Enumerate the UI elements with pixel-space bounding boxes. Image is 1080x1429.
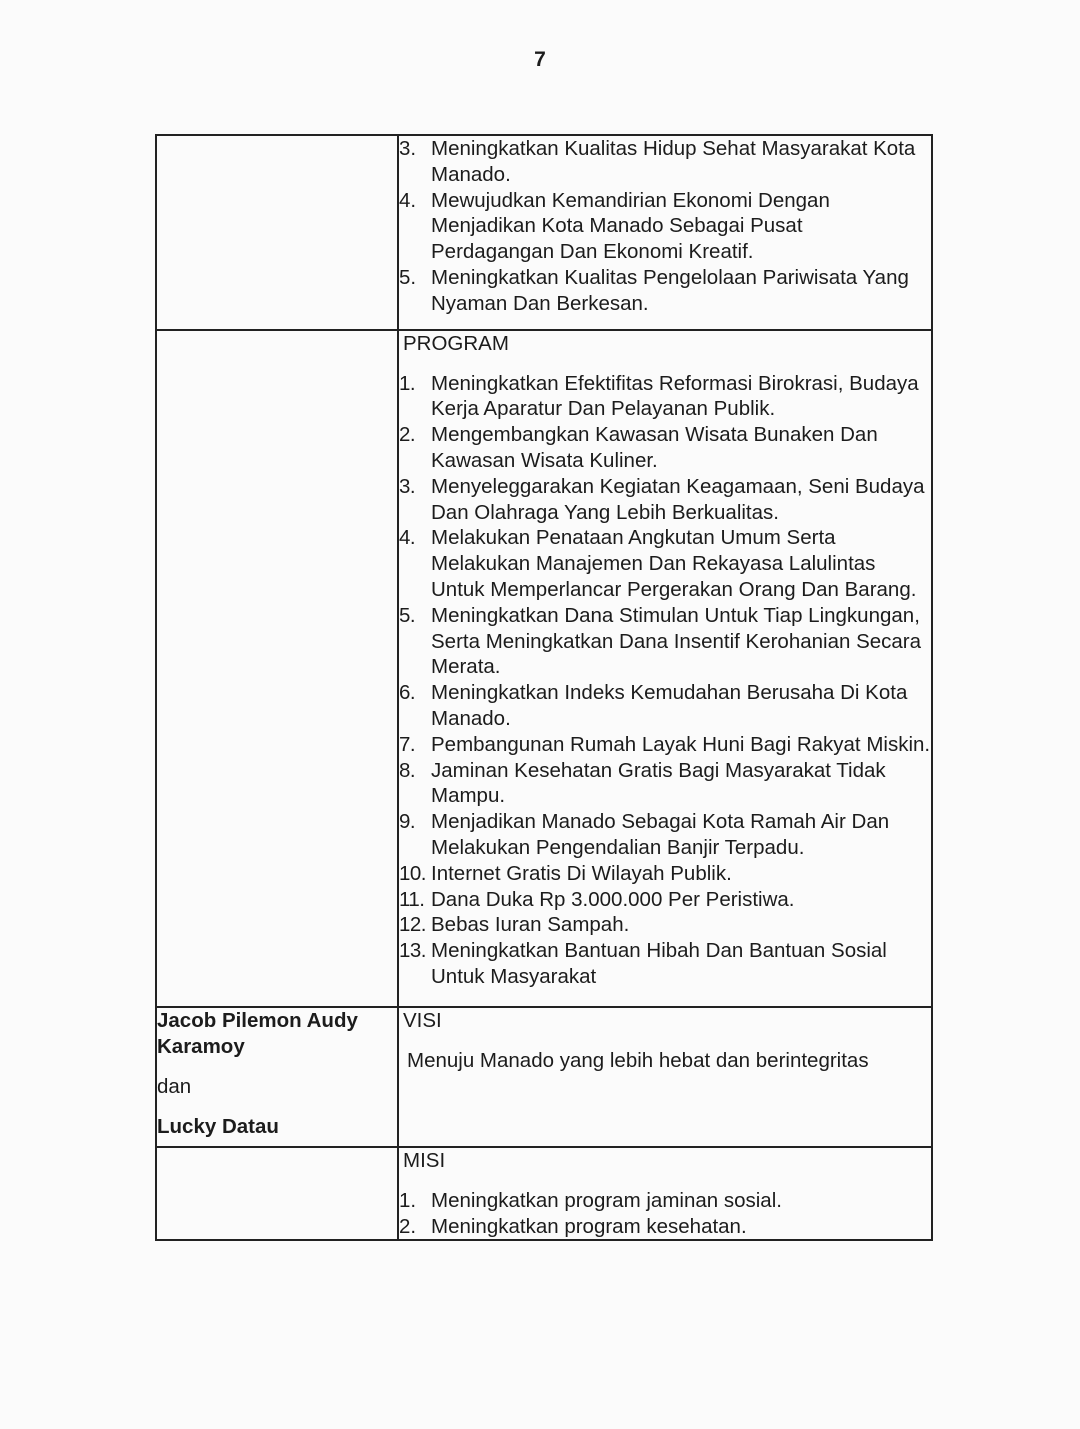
visi-heading: VISI bbox=[403, 1008, 442, 1032]
list-item: 9. Menjadikan Manado Sebagai Kota Ramah Air Dan Melakukan Pengendalian Banjir Terpadu. bbox=[399, 810, 890, 859]
misi-continued-list bbox=[399, 136, 931, 317]
table-row bbox=[156, 1007, 932, 1147]
empty-name-cell bbox=[156, 1147, 398, 1241]
list-item: 12. Bebas Iuran Sampah. bbox=[399, 913, 630, 937]
table-row bbox=[156, 330, 932, 1007]
misi-list bbox=[399, 1188, 931, 1240]
candidate-names-cell bbox=[156, 1007, 398, 1147]
program-cell bbox=[398, 330, 932, 1007]
list-item: 4. Melakukan Penataan Angkutan Umum Serta Melakukan Manajemen Dan Rekayasa Lalulintas Untuk Memperlancar Pergerakan Orang Dan Barang. bbox=[399, 526, 917, 601]
misi-heading: MISI bbox=[403, 1148, 446, 1172]
list-item: 11. Dana Duka Rp 3.000.000 Per Peristiwa. bbox=[399, 887, 795, 911]
visi-cell bbox=[398, 1007, 932, 1147]
empty-name-cell bbox=[156, 135, 398, 330]
list-item: 5. Meningkatkan Dana Stimulan Untuk Tiap Lingkungan, Serta Meningkatkan Dana Insentif Kerohanian Secara Merata. bbox=[399, 603, 922, 679]
misi-continued-cell bbox=[398, 135, 932, 330]
list-item: 13. Meningkatkan Bantuan Hibah Dan Bantuan Sosial Untuk Masyarakat bbox=[399, 939, 887, 988]
list-item: 3. Menyeleggarakan Kegiatan Keagamaan, Seni Budaya Dan Olahraga Yang Lebih Berkualitas. bbox=[399, 474, 925, 524]
list-item: 5. Meningkatkan Kualitas Pengelolaan Pariwisata Yang Nyaman Dan Berkesan. bbox=[399, 265, 909, 315]
table-row bbox=[156, 135, 932, 330]
candidate-conjunction: dan bbox=[157, 1074, 192, 1098]
list-item: 1. Meningkatkan program jaminan sosial. bbox=[399, 1188, 782, 1212]
empty-name-cell bbox=[156, 330, 398, 1007]
list-item: 2. Mengembangkan Kawasan Wisata Bunaken Dan Kawasan Wisata Kuliner. bbox=[399, 423, 878, 472]
list-item: 6. Meningkatkan Indeks Kemudahan Berusaha Di Kota Manado. bbox=[399, 681, 908, 730]
list-item: 4. Mewujudkan Kemandirian Ekonomi Dengan Menjadikan Kota Manado Sebagai Pusat Perdagangan Dan Ekonomi Kreatif. bbox=[399, 188, 830, 264]
candidate-name-2: Lucky Datau bbox=[157, 1114, 279, 1138]
list-item: 10. Internet Gratis Di Wilayah Publik. bbox=[399, 861, 732, 885]
page-number: 7 bbox=[534, 48, 546, 71]
list-item: 8. Jaminan Kesehatan Gratis Bagi Masyarakat Tidak Mampu. bbox=[399, 758, 886, 808]
list-item: 7. Pembangunan Rumah Layak Huni Bagi Rakyat Miskin. bbox=[399, 732, 931, 756]
misi-cell bbox=[398, 1147, 932, 1241]
table-row bbox=[156, 1147, 932, 1241]
visi-text: Menuju Manado yang lebih hebat dan berintegritas bbox=[407, 1048, 869, 1072]
candidate-name-1: Jacob Pilemon Audy Karamoy bbox=[157, 1008, 358, 1058]
list-item: 1. Meningkatkan Efektifitas Reformasi Birokrasi, Budaya Kerja Aparatur Dan Pelayanan Publik. bbox=[399, 371, 919, 421]
program-list bbox=[399, 371, 931, 990]
candidate-table bbox=[155, 134, 933, 1241]
list-item: 2. Meningkatkan program kesehatan. bbox=[399, 1214, 747, 1238]
program-heading: PROGRAM bbox=[403, 331, 509, 355]
list-item: 3. Meningkatkan Kualitas Hidup Sehat Masyarakat Kota Manado. bbox=[399, 137, 916, 186]
